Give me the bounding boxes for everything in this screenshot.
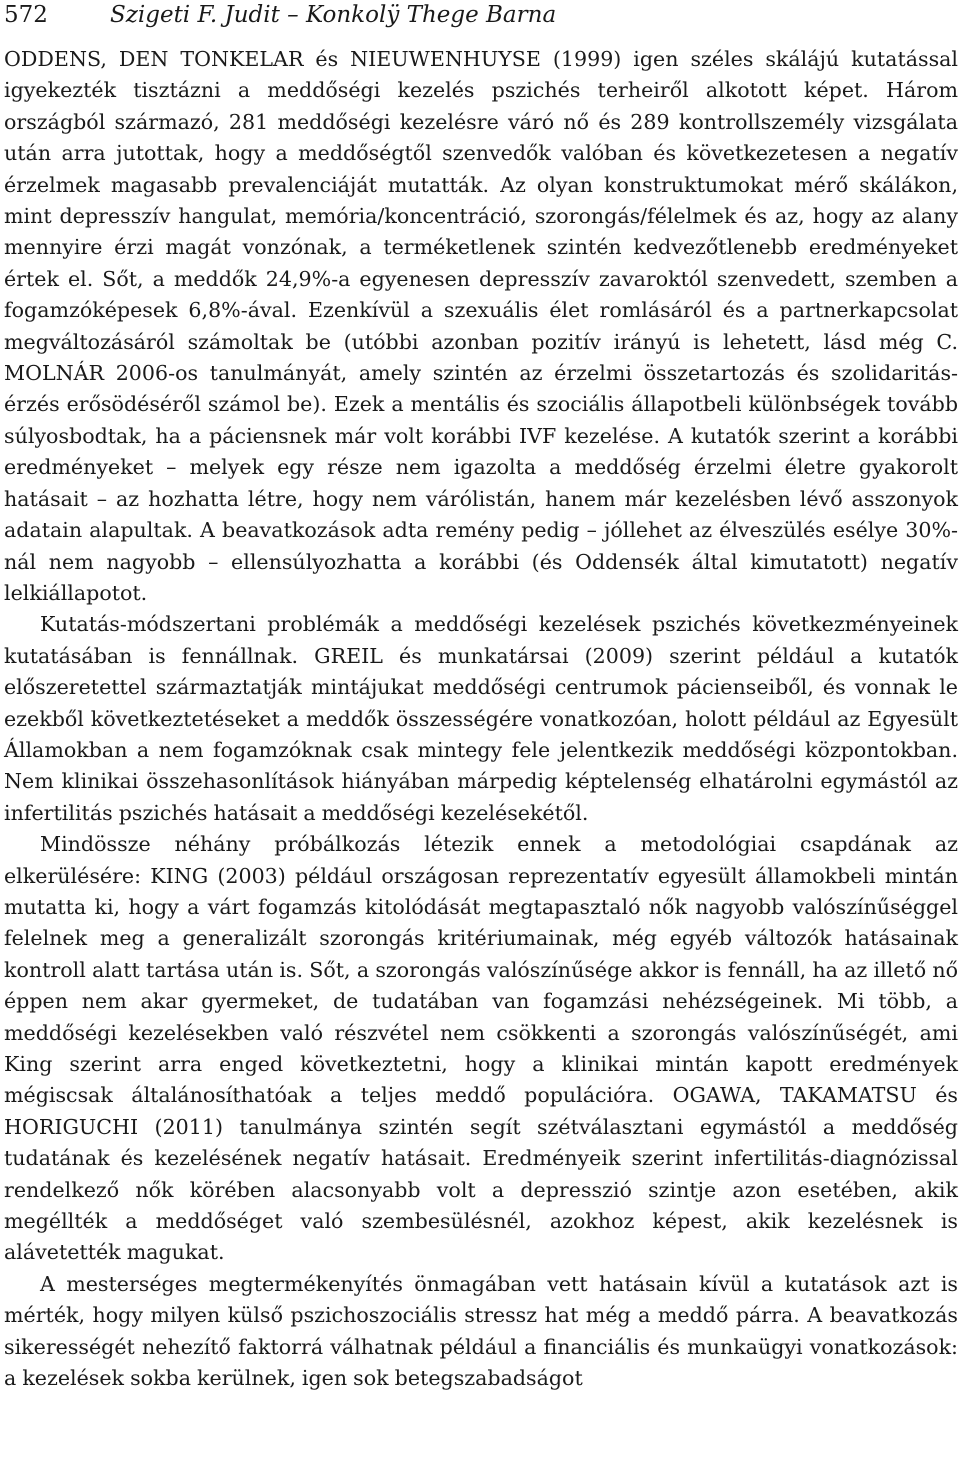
body-paragraph-3: Mindössze néhány próbálkozás létezik ennek a metodológiai csapdának az elkerülésére: KING (2003) például országosan reprezentatív egyesült államokbeli mintán mutatta ki, hogy a várt fogamzás kitolódását megtapasztaló nők nagyobb valószínűséggel felelnek meg a generalizált szorongás kritériumainak, még egyéb változók hatásainak kontroll alatt tartása után is. Sőt, a szorongás valószínűsége akkor is fennáll, ha az illető nő éppen nem akar gyermeket, de tudatában van fogamzási nehézségeinek. Mi több, a meddőségi kezelésekben való részvétel nem csökkenti a szorongás valószínűségét, ami King szerint arra enged következtetni, hogy a klinikai mintán kapott eredmények mégiscsak általánosíthatóak a teljes meddő populációra. OGAWA, TAKAMATSU és HORIGUCHI (2011) tanulmánya szintén segít szétválasztani egymástól a meddőség tudatának és kezelésének negatív hatásait. Eredményeik szerint infertilitás-diagnózissal rendelkező nők körében alacsonyabb volt a depresszió szintje azon esetében, akik megéllték a meddőséget való szembesülésnél, azokhoz képest, akik kezelésnek is alávetették magukat.: [4, 832, 958, 1265]
body-paragraph-1: ODDENS, DEN TONKELAR és NIEUWENHUYSE (1999) igen széles skálájú kutatással igyekezték tisztázni a meddőségi kezelés pszichés terheiről alkotott képet. Három országból származó, 281 meddőségi kezelésre váró nő és 289 kontrollszemély vizsgálata után arra jutottak, hogy a meddőségtől szenvedők valóban és következetesen a negatív érzelmek magasabb prevalenciáját mutatták. Az olyan konstruktumokat mérő skálákon, mint depresszív hangulat, memória/koncentráció, szorongás/félelmek és az, hogy az alany mennyire érzi magát vonzónak, a terméketlenek szintén kedvezőtlenebb eredményeket értek el. Sőt, a meddők 24,9%-a egyenesen depresszív zavaroktól szenvedett, szemben a fogamzóképesek 6,8%-ával. Ezenkívül a szexuális élet romlásáról és a partnerkapcsolat megváltozásáról számoltak be (utóbbi azonban pozitív irányú is lehetett, lásd még C. MOLNÁR 2006-os tanulmányát, amely szintén az érzelmi összetartozás és szolidaritás-érzés erősödéséről számol be). Ezek a mentális és szociális állapotbeli különbségek tovább súlyosbodtak, ha a páciensnek már volt korábbi IVF kezelése. A kutatók szerint a korábbi eredményeket – melyek egy része nem igazolta a meddőség érzelmi életre gyakorolt hatásait – az hozhatta létre, hogy nem várólistán, hanem már kezelésben lévő asszonyok adatain alapultak. A beavatkozások adta remény pedig – jóllehet az élveszülés esélye 30%-nál nem nagyobb – ellensúlyozhatta a korábbi (és Oddensék által kimutatott) negatív lelkiállapotot.: [4, 47, 958, 605]
body-paragraph-4: A mesterséges megtermékenyítés önmagában vett hatásain kívül a kutatások azt is mérték, hogy milyen külső pszichoszociális stressz hat még a meddő párra. A beavatkozás sikerességét nehezítő faktorrá válhatnak például a financiális és munkaügyi vonatkozások: a kezelések sokba kerülnek, igen sok betegszabadságot: [4, 1271, 958, 1391]
page-number: 572: [4, 2, 48, 28]
document-page: [4, 0, 958, 1394]
page-header: [4, 0, 958, 30]
body-paragraph-2: Kutatás-módszertani problémák a meddőségi kezelések pszichés következményeinek kutatásában is fennállnak. GREIL és munkatársai (2009) szerint például a kutatók előszeretettel származtatják mintájukat meddőségi centrumok pácienseiből, és vonnak le ezekből következtetéseket a meddők összességére vonatkozóan, holott például az Egyesült Államokban a nem fogamzóknak csak mintegy fele jelentkezik meddőségi központokban. Nem klinikai összehasonlítások hiányában márpedig képtelenség elhatárolni egymástól az infertilitás pszichés hatásait a meddőségi kezelésekétől.: [4, 612, 958, 825]
running-head: Szigeti F. Judit – Konkolÿ Thege Barna: [110, 2, 557, 28]
